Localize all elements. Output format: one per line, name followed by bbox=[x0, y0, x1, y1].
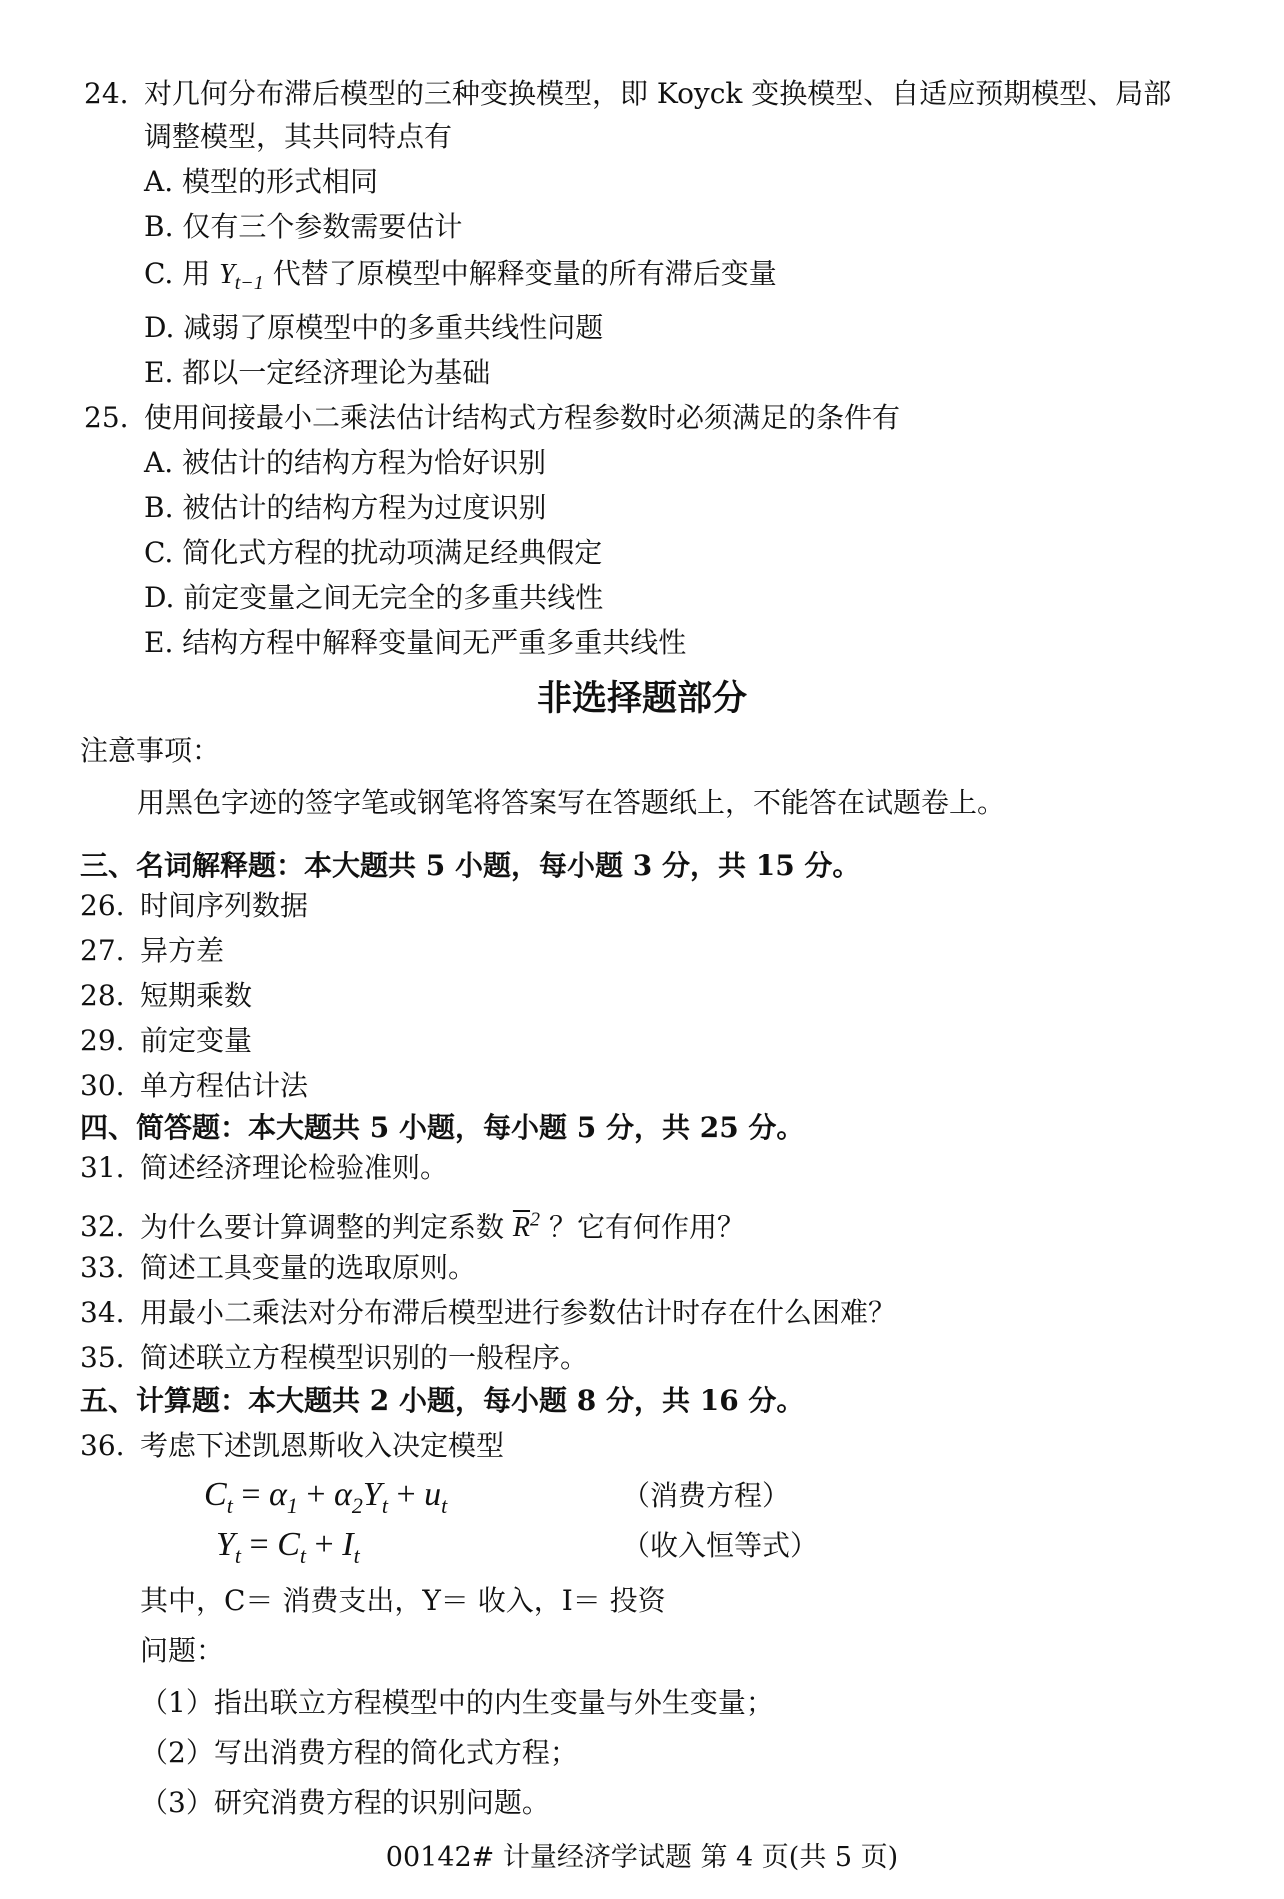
q25-option-e: E. 结构方程中解释变量间无严重多重共线性 bbox=[144, 626, 687, 659]
q24-option-c-prefix: C. 用 bbox=[144, 257, 211, 290]
question-label: 问题： bbox=[140, 1634, 225, 1667]
section4-header: 四、简答题：本大题共 5 小题，每小题 5 分，共 25 分。 bbox=[80, 1111, 805, 1144]
income-identity: $Y_t = C_t + I_t$ bbox=[216, 1526, 360, 1568]
consumption-equation: $C_t = \alpha_1 + \alpha_2Y_t + u_t$ bbox=[204, 1476, 448, 1518]
q26: 26. 时间序列数据 bbox=[80, 889, 309, 922]
q24-number: 24. bbox=[84, 77, 129, 110]
q33: 33. 简述工具变量的选取原则。 bbox=[80, 1251, 477, 1284]
q25-number: 25. bbox=[84, 401, 129, 434]
variable-definitions: 其中，C＝ 消费支出，Y＝ 收入，I＝ 投资 bbox=[140, 1584, 666, 1617]
q24-option-b: B. 仅有三个参数需要估计 bbox=[144, 210, 463, 243]
q30: 30. 单方程估计法 bbox=[80, 1069, 309, 1102]
q24-option-e: E. 都以一定经济理论为基础 bbox=[144, 356, 491, 389]
q36-part3: （3）研究消费方程的识别问题。 bbox=[140, 1786, 550, 1819]
q25-option-a: A. 被估计的结构方程为恰好识别 bbox=[144, 446, 547, 479]
q32: 32. 为什么要计算调整的判定系数 $\overline{R}^2$ ？它有何作用？ bbox=[80, 1209, 745, 1244]
q24-option-c-variable: $Y_{t-1}$ bbox=[219, 259, 264, 294]
notice-label: 注意事项： bbox=[80, 734, 221, 767]
q36: 36. 考虑下述凯恩斯收入决定模型 bbox=[80, 1429, 505, 1462]
q24-option-c bbox=[144, 256, 777, 301]
page-footer: 00142# 计量经济学试题 第 4 页(共 5 页) bbox=[385, 1842, 899, 1873]
q34: 34. 用最小二乘法对分布滞后模型进行参数估计时存在什么困难？ bbox=[80, 1296, 897, 1329]
income-identity-label: （收入恒等式） bbox=[622, 1529, 819, 1562]
q36-part1: （1）指出联立方程模型中的内生变量与外生变量； bbox=[140, 1686, 774, 1719]
consumption-equation-label: （消费方程） bbox=[622, 1479, 791, 1512]
q24-option-a: A. 模型的形式相同 bbox=[144, 165, 379, 198]
q35: 35. 简述联立方程模型识别的一般程序。 bbox=[80, 1341, 589, 1374]
q25-text: 使用间接最小二乘法估计结构式方程参数时必须满足的条件有 bbox=[144, 401, 901, 434]
q24-option-d: D. 减弱了原模型中的多重共线性问题 bbox=[144, 311, 604, 344]
notice-text: 用黑色字迹的签字笔或钢笔将答案写在答题纸上，不能答在试题卷上。 bbox=[137, 786, 1006, 819]
q24-option-c-suffix: 代替了原模型中解释变量的所有滞后变量 bbox=[272, 257, 777, 290]
q25-option-b: B. 被估计的结构方程为过度识别 bbox=[144, 491, 547, 524]
q28: 28. 短期乘数 bbox=[80, 979, 253, 1012]
section5-header: 五、计算题：本大题共 2 小题，每小题 8 分，共 16 分。 bbox=[80, 1384, 805, 1417]
q24-text-line2: 调整模型，其共同特点有 bbox=[144, 120, 453, 153]
q25-option-d: D. 前定变量之间无完全的多重共线性 bbox=[144, 581, 604, 614]
section-title: 非选择题部分 bbox=[536, 679, 747, 719]
q25-option-c: C. 简化式方程的扰动项满足经典假定 bbox=[144, 536, 603, 569]
adjusted-r-squared: $\overline{R}^2$ bbox=[512, 1209, 541, 1244]
q27: 27. 异方差 bbox=[80, 934, 225, 967]
section3-header: 三、名词解释题：本大题共 5 小题，每小题 3 分，共 15 分。 bbox=[80, 849, 861, 882]
q31: 31. 简述经济理论检验准则。 bbox=[80, 1151, 449, 1184]
q29: 29. 前定变量 bbox=[80, 1024, 253, 1057]
q36-part2: （2）写出消费方程的简化式方程； bbox=[140, 1736, 578, 1769]
q24-text-line1: 对几何分布滞后模型的三种变换模型，即 Koyck 变换模型、自适应预期模型、局部 bbox=[144, 77, 1172, 110]
